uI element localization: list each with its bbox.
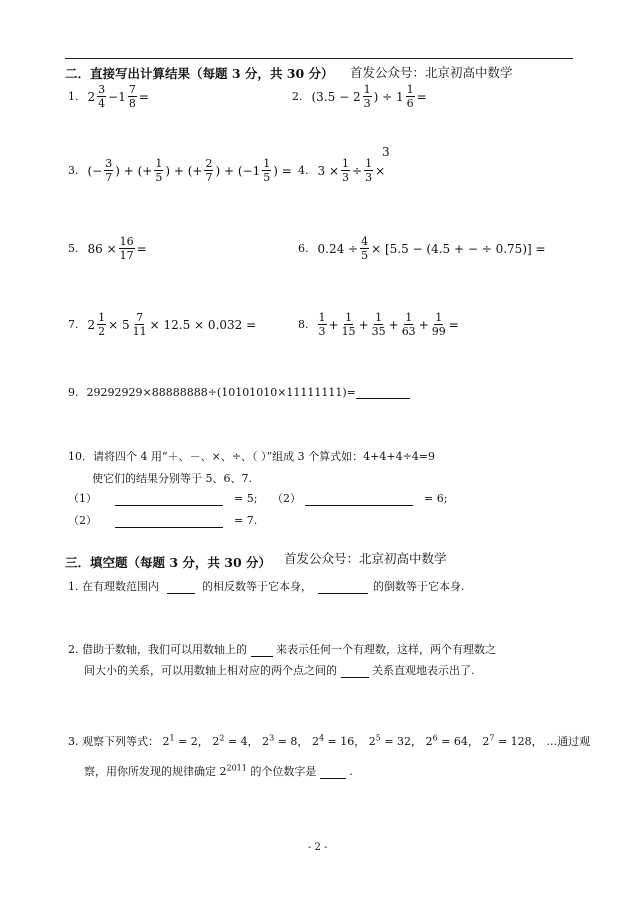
answer-blank[interactable]	[320, 766, 346, 779]
question-10-answer-1: （1） = 5;	[68, 492, 258, 505]
question-5: 5. 86 × $\frac{16}{17}$ =	[68, 235, 147, 262]
fill-question-2-line-2: 间大小的关系，可以用数轴上相对应的两个点之间的 关系直观地表示出了.	[84, 664, 475, 677]
fill-question-2-line-1: 2. 借助于数轴，我们可以用数轴上的 来表示任何一个有理数，这样，两个有理数之	[68, 643, 496, 656]
answer-blank[interactable]	[115, 493, 223, 506]
question-2: 2. (3.5 − 2 $\frac{1}{3}$ ) ÷ 1 $\frac{1}{6}$ =	[292, 83, 427, 110]
page-number: - 2 -	[308, 842, 328, 853]
question-9: 9. 29292929×88888888÷(10101010×11111111)=	[68, 386, 410, 399]
question-7: 7. 2 $\frac{1}{2}$ × 5 $\frac{7}{11}$ × 12.5 × 0.032 =	[68, 311, 257, 338]
gongzhonghao-label-1: 首发公众号：北京初高中数学	[350, 65, 513, 80]
question-8: 8. $\frac{1}{3}$ + $\frac{1}{15}$ + $\frac{1}{35}$ + $\frac{1}{63}$ + $\frac{1}{99}$ =	[298, 311, 459, 338]
question-10-line-2: 使它们的结果分别等于 5、6、7.	[92, 472, 252, 485]
question-10-answer-3: （2） = 7.	[68, 514, 258, 527]
answer-blank[interactable]	[318, 581, 368, 594]
question-1: 1. 2 $\frac{3}{4}$ −1 $\frac{7}{8}$ =	[68, 83, 149, 110]
answer-blank[interactable]	[341, 665, 369, 678]
answer-blank[interactable]	[115, 515, 223, 528]
question-4-dangling-3: 3	[382, 145, 390, 159]
section-2-heading: 二．直接写出计算结果（每题 3 分，共 30 分）	[65, 66, 334, 81]
top-rule	[65, 58, 573, 59]
question-4: 4. 3 × $\frac{1}{3}$ ÷ $\frac{1}{3}$ ×	[298, 157, 386, 184]
gongzhonghao-label-2: 首发公众号：北京初高中数学	[284, 551, 447, 566]
question-6: 6. 0.24 ÷ $\frac{4}{5}$ × [5.5 − (4.5 + − ÷ 0.75)] =	[298, 235, 546, 262]
section-3-heading: 三．填空题（每题 3 分，共 30 分）	[65, 555, 272, 570]
fill-question-1: 1. 在有理数范围内 的相反数等于它本身， 的倒数等于它本身.	[68, 580, 465, 593]
question-10-answer-2: （2） = 6;	[272, 492, 448, 505]
answer-blank[interactable]	[356, 386, 410, 399]
fill-question-3-line-2: 察，用你所发现的规律确定 $2^{2011}$ 的个位数字是 .	[84, 763, 353, 778]
fill-question-3-line-1: 3. 观察下列等式： $2^1 = 2$， $2^2 = 4$， $2^3 = 8$， $2^4 = 16$， $2^5 = 32$， $2^6 = 64$， $2^7 = 128$， …通过观	[68, 733, 591, 748]
answer-blank[interactable]	[251, 644, 273, 657]
question-10-line-1: 10．请将四个 4 用“＋、－、×、÷、（ ）”组成 3 个算式如：4+4+4÷4=9	[68, 450, 436, 463]
answer-blank[interactable]	[167, 581, 195, 594]
answer-blank[interactable]	[305, 493, 413, 506]
question-3: 3. (− $\frac{3}{7}$ ) + (+ $\frac{1}{5}$ ) + (+ $\frac{2}{7}$ ) + (−1 $\frac{1}{5}$ ) =	[68, 157, 292, 184]
